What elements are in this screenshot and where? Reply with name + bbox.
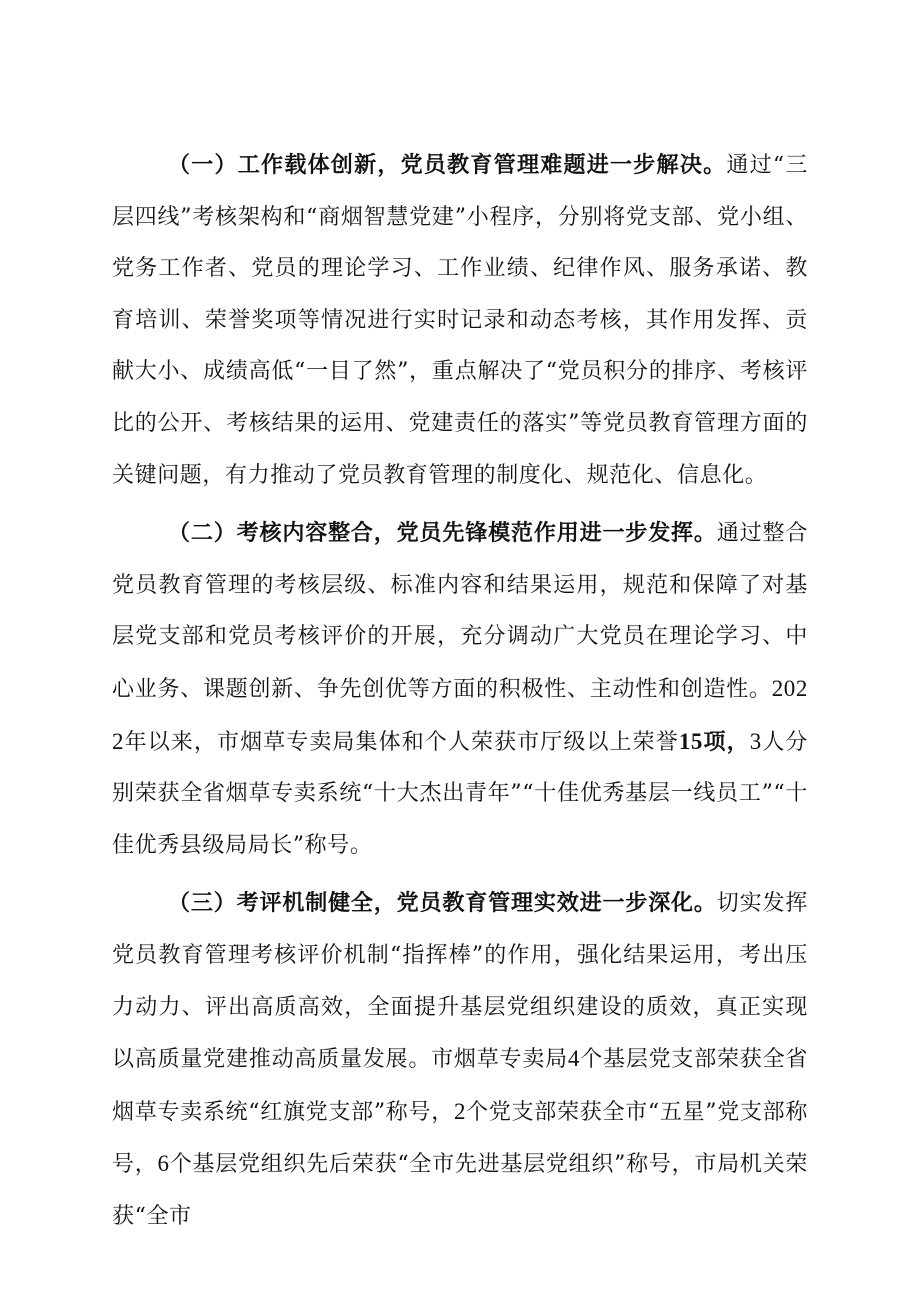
section-3-body-part-4: 个基层党组织先后荣获“全市先进基层党组织”称号，市局机关荣获“全市 <box>112 1152 808 1229</box>
section-3-star-count: 2 <box>453 1098 467 1124</box>
section-3-body-part-3: 个党支部荣获全市“五星”党支部称号， <box>112 1099 808 1178</box>
paragraph-section-2 <box>112 508 808 871</box>
section-2-body-part-1: 通过整合党员教育管理的考核层级、标准内容和结果运用，规范和保障了对基层党支部和党员考核评价的开展，充分调动广大党员在理论学习、中心业务、课题创新、争先创优等方面的积极性、主动性和创造性。 <box>112 521 808 702</box>
section-2-body-part-3: 人分别荣获全省烟草专卖系统“十大杰出青年”“十佳优秀基层一线员工”“十佳优秀县级局局长”称号。 <box>112 729 809 858</box>
section-2-people-count: 3 <box>749 728 762 754</box>
section-3-body-part-2: 个基层党支部荣获全省烟草专卖系统“红旗党支部”称号， <box>112 1047 808 1125</box>
section-3-heading: （三）考评机制健全，党员教育管理实效进一步深化。 <box>168 890 717 917</box>
section-1-body: 通过“三层四线”考核架构和“商烟智慧党建”小程序，分别将党支部、党小组、党务工作者、党员的理论学习、工作业绩、纪律作风、服务承诺、教育培训、荣誉奖项等情况进行实时记录和动态考核，其作用发挥、贡献大小、成绩高低“一目了然”，重点解决了“党员积分的排序、考核评比的公开、考核结果的运用、党建责任的落实”等党员教育管理方面的关键问题，有力推动了党员教育管理的制度化、规范化、信息化。 <box>112 153 809 488</box>
paragraph-section-1 <box>112 140 808 501</box>
paragraph-section-3 <box>112 878 808 1242</box>
section-2-heading: （二）考核内容整合，党员先锋模范作用进一步发挥。 <box>168 520 717 547</box>
section-2-award-unit: 项， <box>703 728 750 755</box>
section-2-year: 2022 <box>112 675 808 754</box>
document-page <box>112 140 808 1249</box>
section-2-body-part-2: 年以来，市烟草专卖局集体和个人荣获市厅级以上荣誉 <box>124 729 679 755</box>
section-2-award-count: 15 <box>678 728 704 754</box>
section-3-org-count: 6 <box>157 1151 170 1177</box>
section-1-heading: （一）工作载体创新，党员教育管理难题进一步解决。 <box>168 152 727 178</box>
section-3-body-part-1: 切实发挥党员教育管理考核评价机制“指挥棒”的作用，强化结果运用，考出压力动力、评出高质高效，全面提升基层党组织建设的质效，真正实现以高质量党建推动高质量发展。市烟草专卖局 <box>112 891 808 1073</box>
section-3-branch-count: 4 <box>567 1046 581 1072</box>
